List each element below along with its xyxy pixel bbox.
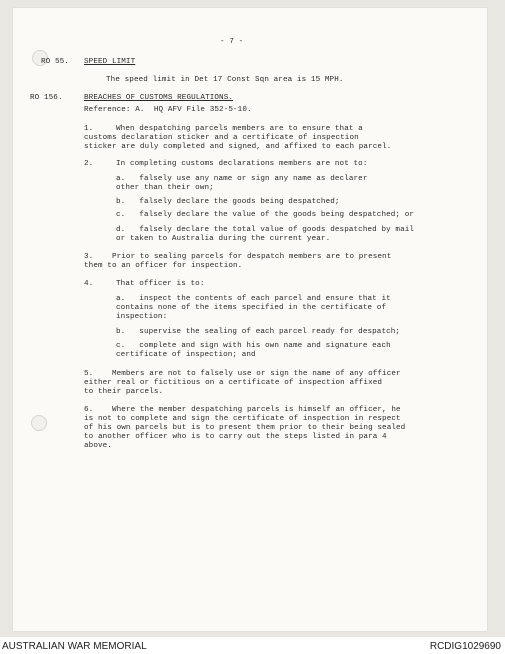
subparagraph-line: c. falsely declare the value of the goods being despatched; or (116, 211, 415, 219)
subparagraph-line: inspection: (116, 313, 168, 321)
footer-record-id: RCDIG1029690 (429, 641, 501, 652)
punch-hole (31, 415, 47, 431)
section-heading: SPEED LIMIT (84, 58, 136, 66)
document-page (13, 8, 487, 631)
subparagraph-line: contains none of the items specified in the certificate of (116, 304, 387, 312)
subparagraph-line: c. complete and sign with his own name and signature each (116, 342, 391, 350)
paragraph-line: 6. Where the member despatching parcels is himself an officer, he (84, 406, 401, 414)
paragraph-number: 2. (84, 160, 94, 168)
page-number: - 7 - (220, 38, 244, 46)
footer-credit: AUSTRALIAN WAR MEMORIAL (2, 641, 147, 652)
paragraph-number: 4. (84, 280, 94, 288)
paragraph-text: The speed limit in Det 17 Const Sqn area is 15 MPH. (106, 76, 344, 84)
paragraph-line: above. (84, 442, 112, 450)
reference-line: Reference: A. HQ AFV File 352-5-10. (84, 106, 252, 114)
paragraph-line: them to an officer for inspection. (84, 262, 243, 270)
section-heading: BREACHES OF CUSTOMS REGULATIONS. (84, 94, 234, 102)
paragraph-line: to another officer who is to carry out the steps listed in para 4 (84, 433, 387, 441)
paragraph-line: customs declaration sticker and a certificate of inspection (84, 134, 359, 142)
paragraph-line: That officer is to: (116, 280, 205, 288)
paragraph-line: 3. Prior to sealing parcels for despatch members are to present (84, 253, 392, 261)
paragraph-line: 5. Members are not to falsely use or sign the name of any officer (84, 370, 401, 378)
subparagraph-line: b. falsely declare the goods being despatched; (116, 198, 340, 206)
paragraph-number: 1. (84, 125, 94, 133)
subparagraph-line: b. supervise the sealing of each parcel ready for despatch; (116, 328, 401, 336)
subparagraph-line: a. falsely use any name or sign any name as declarer (116, 175, 368, 183)
subparagraph-line: certificate of inspection; and (116, 351, 256, 359)
paragraph-line: either real or fictitious on a certificate of inspection affixed (84, 379, 383, 387)
paragraph-line: sticker are duly completed and signed, and affixed to each parcel. (84, 143, 392, 151)
paragraph-line: to their parcels. (84, 388, 164, 396)
section-number: RO 156. (30, 94, 63, 102)
subparagraph-line: a. inspect the contents of each parcel and ensure that it (116, 295, 391, 303)
paragraph-line: of his own parcels but is to present them prior to their being sealed (84, 424, 406, 432)
section-number: RO 55. (41, 58, 69, 66)
subparagraph-line: other than their own; (116, 184, 214, 192)
subparagraph-line: d. falsely declare the total value of goods despatched by mail (116, 226, 415, 234)
subparagraph-line: or taken to Australia during the current year. (116, 235, 331, 243)
paragraph-line: In completing customs declarations members are not to: (116, 160, 368, 168)
paragraph-line: When despatching parcels members are to ensure that a (116, 125, 363, 133)
paragraph-line: is not to complete and sign the certificate of inspection in respect (84, 415, 401, 423)
